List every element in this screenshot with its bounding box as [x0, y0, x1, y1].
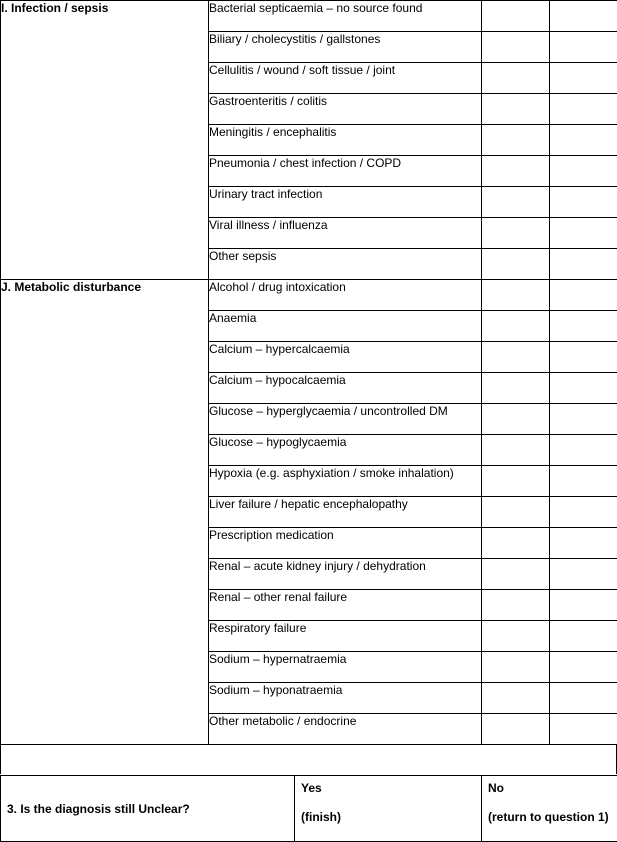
- entry-cell-1[interactable]: [482, 218, 550, 249]
- entry-cell-2[interactable]: [550, 683, 617, 714]
- diagnosis-item: Sodium – hypernatraemia: [209, 652, 482, 683]
- entry-cell-2[interactable]: [550, 94, 617, 125]
- entry-cell-2[interactable]: [550, 528, 617, 559]
- blank-row: [0, 744, 617, 774]
- diagnosis-item: Other sepsis: [209, 249, 482, 280]
- entry-cell-2[interactable]: [550, 32, 617, 63]
- no-label: No: [488, 781, 504, 795]
- diagnosis-item: Sodium – hyponatraemia: [209, 683, 482, 714]
- entry-cell-2[interactable]: [550, 342, 617, 373]
- entry-cell-2[interactable]: [550, 311, 617, 342]
- section-label: J. Metabolic disturbance: [1, 280, 209, 745]
- diagnosis-item: Alcohol / drug intoxication: [209, 280, 482, 311]
- no-note: (return to question 1): [488, 808, 617, 826]
- entry-cell-2[interactable]: [550, 280, 617, 311]
- diagnosis-item: Urinary tract infection: [209, 187, 482, 218]
- entry-cell-1[interactable]: [482, 528, 550, 559]
- no-option[interactable]: [482, 776, 617, 842]
- section-label: I. Infection / sepsis: [1, 1, 209, 280]
- entry-cell-1[interactable]: [482, 683, 550, 714]
- diagnosis-item: Prescription medication: [209, 528, 482, 559]
- entry-cell-2[interactable]: [550, 187, 617, 218]
- entry-cell-1[interactable]: [482, 156, 550, 187]
- entry-cell-1[interactable]: [482, 342, 550, 373]
- entry-cell-2[interactable]: [550, 404, 617, 435]
- entry-cell-1[interactable]: [482, 373, 550, 404]
- entry-cell-2[interactable]: [550, 249, 617, 280]
- entry-cell-1[interactable]: [482, 125, 550, 156]
- entry-cell-2[interactable]: [550, 714, 617, 745]
- entry-cell-1[interactable]: [482, 1, 550, 32]
- yes-label: Yes: [301, 781, 322, 795]
- entry-cell-2[interactable]: [550, 218, 617, 249]
- diagnosis-item: Liver failure / hepatic encephalopathy: [209, 497, 482, 528]
- entry-cell-1[interactable]: [482, 435, 550, 466]
- entry-cell-1[interactable]: [482, 32, 550, 63]
- diagnosis-item: Calcium – hypocalcaemia: [209, 373, 482, 404]
- diagnosis-item: Gastroenteritis / colitis: [209, 94, 482, 125]
- entry-cell-2[interactable]: [550, 497, 617, 528]
- diagnosis-item: Renal – acute kidney injury / dehydration: [209, 559, 482, 590]
- diagnosis-item: Pneumonia / chest infection / COPD: [209, 156, 482, 187]
- entry-cell-1[interactable]: [482, 497, 550, 528]
- diagnosis-item: Meningitis / encephalitis: [209, 125, 482, 156]
- question-row: [1, 776, 617, 842]
- entry-cell-2[interactable]: [550, 621, 617, 652]
- entry-cell-2[interactable]: [550, 125, 617, 156]
- entry-cell-2[interactable]: [550, 590, 617, 621]
- diagnosis-item: Hypoxia (e.g. asphyxiation / smoke inhalation): [209, 466, 482, 497]
- diagnosis-item: Bacterial septicaemia – no source found: [209, 1, 482, 32]
- question-label: 3. Is the diagnosis still Unclear?: [1, 776, 295, 842]
- entry-cell-1[interactable]: [482, 311, 550, 342]
- entry-cell-2[interactable]: [550, 435, 617, 466]
- entry-cell-2[interactable]: [550, 373, 617, 404]
- diagnosis-item: Other metabolic / endocrine: [209, 714, 482, 745]
- entry-cell-1[interactable]: [482, 280, 550, 311]
- entry-cell-1[interactable]: [482, 590, 550, 621]
- entry-cell-2[interactable]: [550, 156, 617, 187]
- entry-cell-2[interactable]: [550, 559, 617, 590]
- diagnosis-row: [1, 280, 617, 311]
- diagnosis-item: Calcium – hypercalcaemia: [209, 342, 482, 373]
- entry-cell-2[interactable]: [550, 63, 617, 94]
- entry-cell-1[interactable]: [482, 714, 550, 745]
- diagnosis-item: Glucose – hyperglycaemia / uncontrolled DM: [209, 404, 482, 435]
- diagnosis-item: Cellulitis / wound / soft tissue / joint: [209, 63, 482, 94]
- diagnosis-item: Renal – other renal failure: [209, 590, 482, 621]
- entry-cell-2[interactable]: [550, 466, 617, 497]
- entry-cell-2[interactable]: [550, 652, 617, 683]
- diagnosis-item: Biliary / cholecystitis / gallstones: [209, 32, 482, 63]
- entry-cell-1[interactable]: [482, 466, 550, 497]
- yes-option[interactable]: [295, 776, 482, 842]
- entry-cell-2[interactable]: [550, 1, 617, 32]
- diagnosis-item: Anaemia: [209, 311, 482, 342]
- entry-cell-1[interactable]: [482, 249, 550, 280]
- diagnosis-item: Viral illness / influenza: [209, 218, 482, 249]
- entry-cell-1[interactable]: [482, 94, 550, 125]
- entry-cell-1[interactable]: [482, 63, 550, 94]
- entry-cell-1[interactable]: [482, 559, 550, 590]
- diagnosis-row: [1, 1, 617, 32]
- entry-cell-1[interactable]: [482, 621, 550, 652]
- diagnosis-item: Glucose – hypoglycaemia: [209, 435, 482, 466]
- diagnosis-item: Respiratory failure: [209, 621, 482, 652]
- entry-cell-1[interactable]: [482, 187, 550, 218]
- yes-note: (finish): [301, 808, 481, 826]
- entry-cell-1[interactable]: [482, 404, 550, 435]
- entry-cell-1[interactable]: [482, 652, 550, 683]
- question-table: [0, 775, 617, 842]
